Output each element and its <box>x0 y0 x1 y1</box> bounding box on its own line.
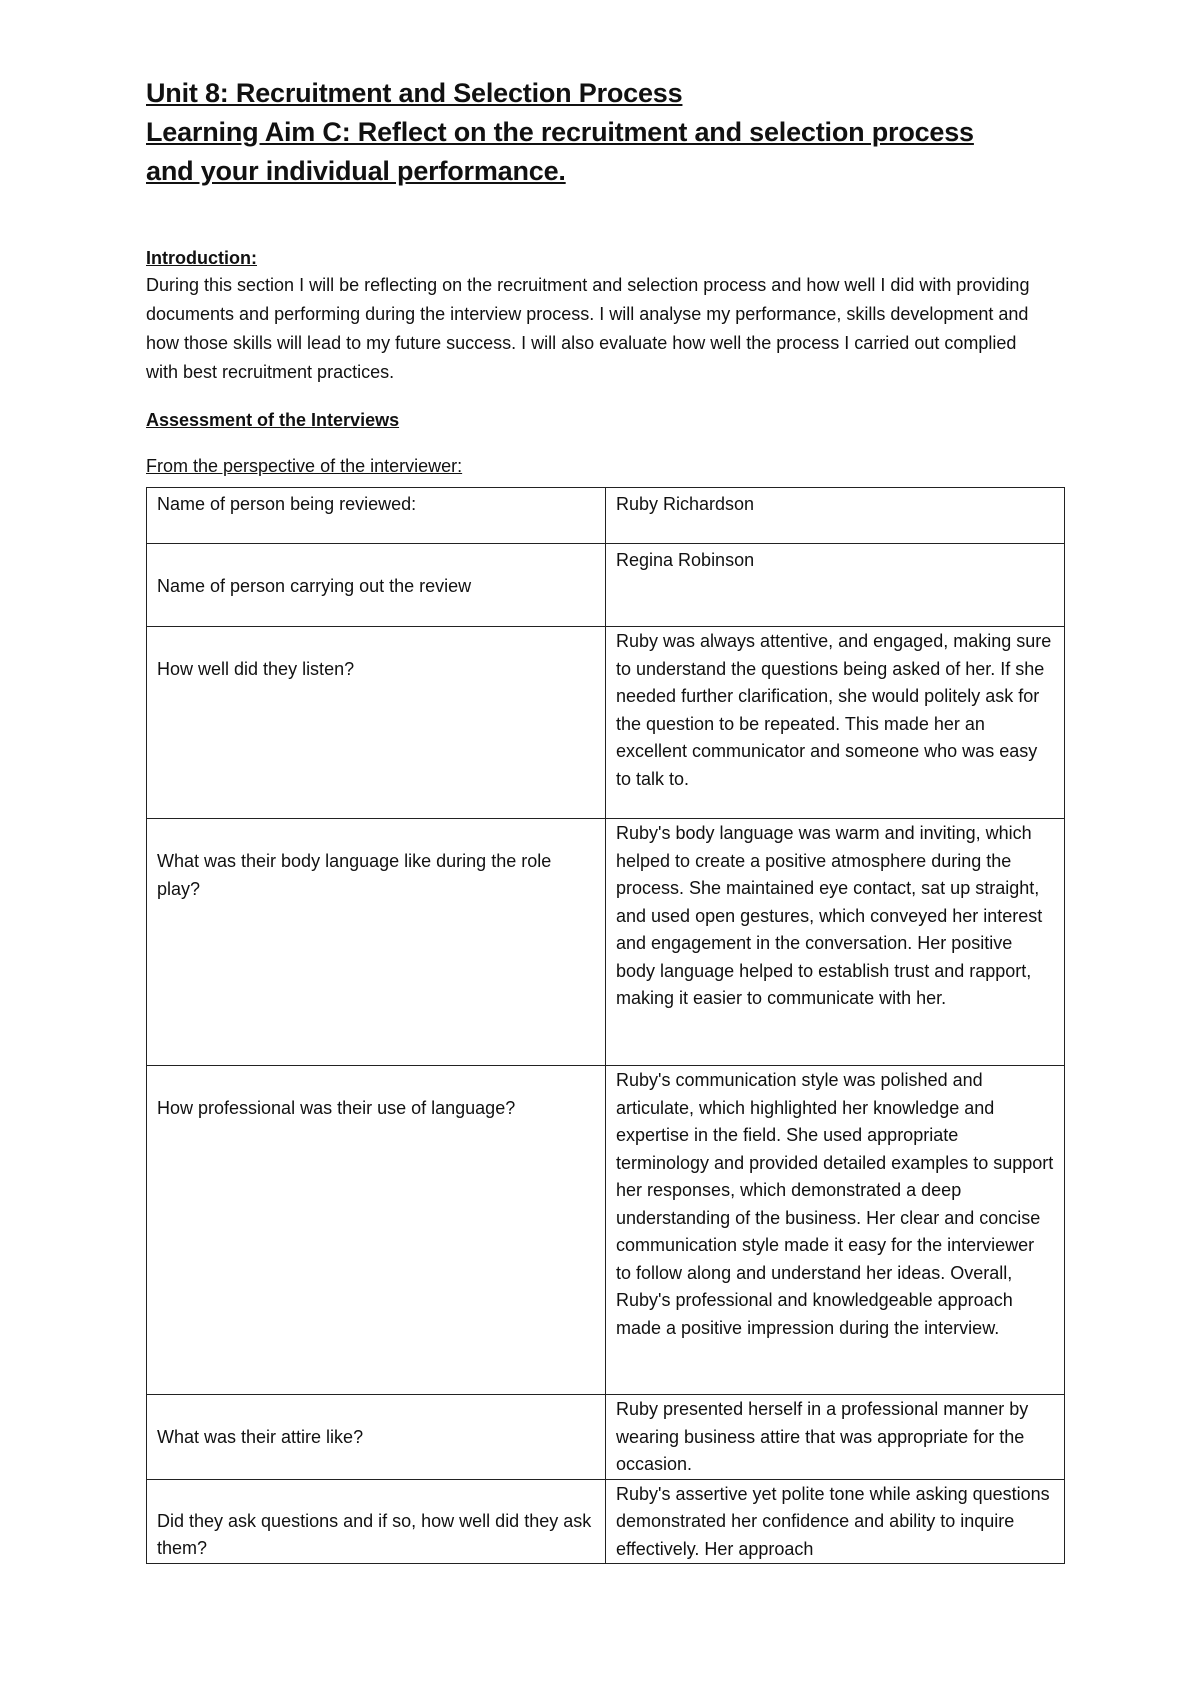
question-cell <box>147 1066 606 1395</box>
question-cell <box>147 544 606 627</box>
answer-text: Ruby's body language was warm and inviting, which helped to create a positive atmosphere during the process. She maintained eye contact, sat up straight, and used open gestures, which conveyed her interest and engagement in the conversation. Her positive body language helped to establish trust and rapport, making it easier to communicate with her. <box>616 823 1043 1008</box>
answer-text: Ruby's assertive yet polite tone while asking questions demonstrated her confidence and ability to inquire effectively. Her approach <box>616 1483 1050 1559</box>
answer-cell <box>606 1479 1065 1564</box>
question-text: How professional was their use of language? <box>157 1098 516 1118</box>
answer-cell <box>606 1395 1065 1480</box>
question-text: What was their body language like during the role play? <box>157 851 552 899</box>
question-text: Did they ask questions and if so, how well did they ask them? <box>157 1510 592 1558</box>
table-row <box>147 1395 1065 1480</box>
table-row <box>147 627 1065 819</box>
answer-text: Ruby Richardson <box>616 494 755 514</box>
answer-cell <box>606 1066 1065 1395</box>
page-title-line-1: Unit 8: Recruitment and Selection Process <box>146 78 683 108</box>
question-cell <box>147 1395 606 1480</box>
question-cell <box>147 1479 606 1564</box>
answer-text: Ruby was always attentive, and engaged, making sure to understand the questions being asked of her. If she needed further clarification, she would politely ask for the question to be repeated. This made her an excellent communicator and someone who was easy to talk to. <box>616 631 1052 789</box>
question-cell <box>147 627 606 819</box>
answer-cell <box>606 544 1065 627</box>
question-cell <box>147 488 606 544</box>
answer-cell <box>606 819 1065 1066</box>
introduction-heading: Introduction: <box>146 248 257 268</box>
question-cell <box>147 819 606 1066</box>
table-row <box>147 819 1065 1066</box>
table-row <box>147 544 1065 627</box>
question-text: Name of person being reviewed: <box>157 494 417 514</box>
table-row <box>147 1066 1065 1395</box>
answer-text: Regina Robinson <box>616 550 755 570</box>
question-text: How well did they listen? <box>157 659 355 679</box>
document-content <box>146 74 1066 479</box>
answer-text: Ruby presented herself in a professional manner by wearing business attire that was appropriate for the occasion. <box>616 1399 1029 1474</box>
assessment-heading: Assessment of the Interviews <box>146 410 400 430</box>
introduction-body: During this section I will be reflecting on the recruitment and selection process and how well I did with providing documents and performing during the interview process. I will analyse my performance, skills development and how those skills will lead to my future success. I will also evaluate how well the process I carried out complied with best recruitment practices. <box>146 275 1030 382</box>
table-row <box>147 488 1065 544</box>
table-row <box>147 1479 1065 1564</box>
page-title-line-2: Learning Aim C: Reflect on the recruitment and selection process <box>146 117 974 147</box>
question-text: Name of person carrying out the review <box>157 576 472 596</box>
answer-cell <box>606 627 1065 819</box>
assessment-subheading: From the perspective of the interviewer: <box>146 456 463 476</box>
question-text: What was their attire like? <box>157 1427 364 1447</box>
page-title-line-3: and your individual performance. <box>146 156 566 186</box>
answer-text: Ruby's communication style was polished and articulate, which highlighted her knowledge and expertise in the field. She used appropriate terminology and provided detailed examples to support her responses, which demonstrated a deep understanding of the business. Her clear and concise communication style made it easy for the interviewer to follow along and understand her ideas. Overall, Ruby's professional and knowledgeable approach made a positive impression during the interview. <box>616 1070 1054 1338</box>
review-table <box>146 487 1065 1564</box>
answer-cell <box>606 488 1065 544</box>
